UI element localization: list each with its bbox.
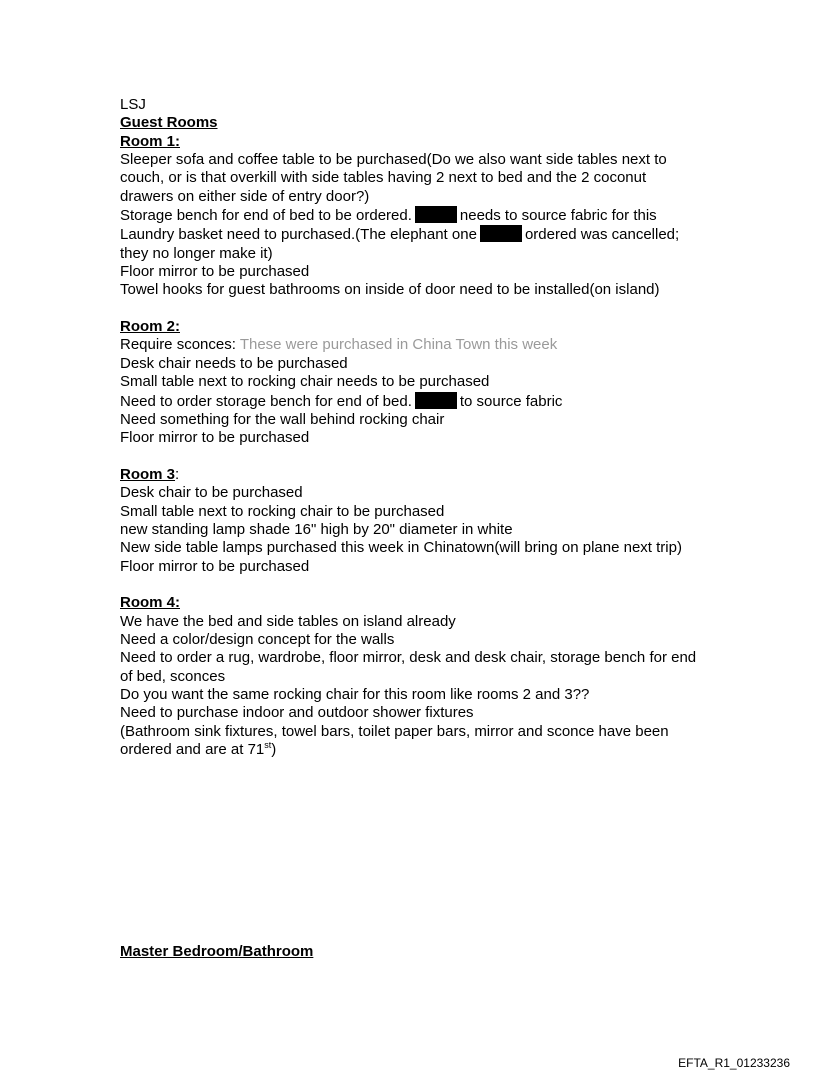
- room-3-small-table: Small table next to rocking chair to be purchased: [120, 502, 445, 520]
- room-3-mirror: Floor mirror to be purchased: [120, 557, 310, 575]
- room-3-side-lamps: New side table lamps purchased this week in Chinatown(will bring on plane next trip): [120, 539, 682, 557]
- room-1-hooks: Towel hooks for guest bathrooms on inside of door need to be installed(on island): [120, 281, 660, 299]
- room-4-bed: We have the bed and side tables on island already: [120, 612, 456, 630]
- room-2-desk-chair: Desk chair needs to be purchased: [120, 354, 348, 372]
- room-3-desk-chair: Desk chair to be purchased: [120, 484, 303, 502]
- room-1-mirror: Floor mirror to be purchased: [120, 263, 310, 281]
- room-2-mirror: Floor mirror to be purchased: [120, 429, 310, 447]
- room-1-heading: Room 1:: [120, 132, 180, 150]
- room-3-heading: Room 3: [120, 465, 176, 483]
- room-3-heading-line: Room 3:: [120, 465, 180, 483]
- room-2-bench: Need to order storage bench for end of bed. to source fabric: [120, 392, 563, 410]
- room-2-wall: Need something for the wall behind rocking chair: [120, 410, 445, 428]
- room-1-sofa: Sleeper sofa and coffee table to be purchased(Do we also want side tables next to couch, or is that overkill with side tables having 2 next to bed and the 2 coconut drawers on either side of entry door?): [120, 151, 667, 205]
- master-bedroom-heading: Master Bedroom/Bathroom: [120, 943, 314, 960]
- room-2-sconces: Require sconces: These were purchased in China Town this week: [120, 336, 558, 354]
- sconces-note: These were purchased in China Town this week: [239, 336, 558, 354]
- doc-code: LSJ: [120, 96, 146, 113]
- room-4-concept: Need a color/design concept for the walls: [120, 630, 395, 648]
- document-body: [120, 96, 700, 759]
- redaction-box: [480, 225, 522, 242]
- room-1-bench: Storage bench for end of bed to be ordered. needs to source fabric for this: [120, 207, 657, 225]
- room-3-lamp-shade: new standing lamp shade 16" high by 20" diameter in white: [120, 520, 513, 538]
- room-1-basket: Laundry basket need to purchased.(The elephant one ordered was cancelled; they no longer make it): [120, 226, 680, 262]
- section-title-guest-rooms: Guest Rooms: [120, 114, 218, 132]
- room-4-heading: Room 4:: [120, 594, 180, 612]
- redaction-box: [415, 206, 457, 223]
- room-4-order: Need to order a rug, wardrobe, floor mirror, desk and desk chair, storage bench for end of bed, sconces: [120, 649, 697, 685]
- document-id: EFTA_R1_01233236: [678, 1056, 790, 1070]
- room-4-shower: Need to purchase indoor and outdoor shower fixtures: [120, 704, 474, 722]
- room-2-small-table: Small table next to rocking chair needs to be purchased: [120, 373, 490, 391]
- room-2-heading: Room 2:: [120, 318, 180, 336]
- room-4-rocking: Do you want the same rocking chair for this room like rooms 2 and 3??: [120, 686, 590, 703]
- room-4-bathroom: (Bathroom sink fixtures, towel bars, toilet paper bars, mirror and sconce have been ordered and are at 71st): [120, 722, 669, 759]
- redaction-box: [415, 392, 457, 409]
